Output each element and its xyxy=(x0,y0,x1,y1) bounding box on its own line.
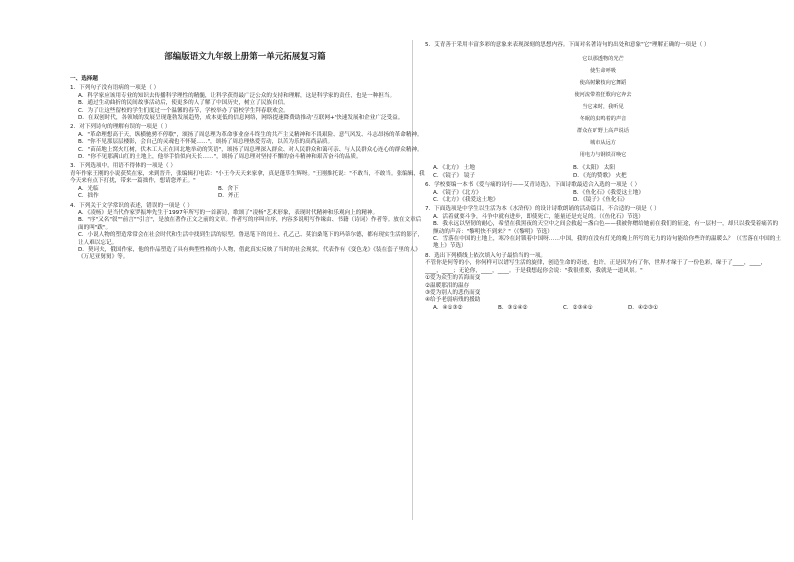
poem-line: 当它来时，我听见 xyxy=(582,104,624,111)
poem-line: 用电力与钢铁召唤它 xyxy=(579,152,627,159)
poem-line: 使河流带着狂歌向它奔去 xyxy=(574,92,632,99)
question-passage: 青年作家王刚的小说获奖在家，来到晋升，张编辑打电话："小王今天天来家拿，真是蓬荜生辉呀。"王刚推托说："不敢当，不敢当。张编辑，我今天来有点下打扰，带来一篇拙作，想请您斧正。" xyxy=(70,170,425,185)
question-stem: 4．下列关于文学常识的表述，错误的一项是（ ） xyxy=(70,202,193,209)
item-4: ④给予老弱病残的援助 xyxy=(425,297,481,304)
document-title: 部编版语文九年级上册第一单元拓展复习篇 xyxy=(164,52,326,62)
option-b: B．③①④② xyxy=(498,304,528,311)
option-b: B．《太阳》 太阳 xyxy=(573,165,615,172)
question-stem: 1．下列句子没有语病的一项是（ ） xyxy=(70,85,160,92)
option-d: D．斧正 xyxy=(218,193,240,200)
question-6 xyxy=(425,182,781,204)
option-b: B．舍下 xyxy=(218,185,239,192)
question-7 xyxy=(425,206,781,250)
section-heading: 一、选择题 xyxy=(70,76,98,82)
option-a: A．光临 xyxy=(78,185,99,192)
option-d: D．"你不见那满山红的土地上，他举手恰似向天长……"，颂扬了周总理对坚持不懈的奋斗精神和艰苦奋斗的品质。 xyxy=(78,154,362,161)
poem-line: 使高树繁枝向它舞蹈 xyxy=(579,80,627,87)
option-d: D．《光的赞歌》 火把 xyxy=(573,172,627,179)
question-8 xyxy=(425,253,781,312)
option-row xyxy=(70,193,426,200)
option-d: D．《镜子》《鱼化石》 xyxy=(573,197,628,204)
option-a: A．"革命理想高于天，纵横驰骋不停歇"，颂扬了周总理为革命事业奋斗终生的共产主义精神和不畏艰险、意气风发、斗志昂扬的革命精神。 xyxy=(78,131,423,138)
question-5 xyxy=(425,42,781,180)
question-stem: 5．艾青善于采用丰富多彩的意象来表现深刻的思想内容。下面对名著诗句的出处和意象"它"理解正确的一项是（ ） xyxy=(425,42,710,48)
option-c: C．《北方》《我爱这土地》 xyxy=(433,197,499,204)
option-c: C．《镜子》 镜子 xyxy=(433,172,476,179)
option-c: C．小说人物的塑造常常会在社会时代和生活中找到生活的原型。鲁迅笔下的闰土、孔乙己、莫泊桑笔下的玛蒂尔德，都有现实生活的影子，让人难以忘记。 xyxy=(78,232,424,246)
poem-line: 冬眠的虫鸣着的声音 xyxy=(579,116,627,123)
option-a: A．活着就要斗争，斗争中就有进步，即使死亡，能量还是充足的。（《鱼化石》节选） xyxy=(433,213,644,220)
poem-line: 群众在旷野上高声说话 xyxy=(577,128,629,135)
option-row xyxy=(425,305,781,312)
question-stem: 7．下面选项是中学生以生活为本《水浒传》的设计诗歌朗诵的活动篇目，不合适的一项是（ ） xyxy=(425,206,660,213)
option-b: B．《鱼化石》《我爱这土地》 xyxy=(573,189,644,196)
option-a: A．《凌杨》是当代作家罗振坤先生于1997年所写的一首新诗，歌颂了"凌杨"艺术形象，表现时代精神和乐观向上的精神。 xyxy=(78,209,379,216)
option-row xyxy=(425,190,781,197)
poem-line: 使生命呼吸 xyxy=(590,68,616,75)
question-stem: 8．选出下列横线上依次填入句子最恰当的一项。 xyxy=(425,252,547,259)
question-4 xyxy=(70,203,426,262)
option-row xyxy=(425,165,781,172)
question-stem: 6．学校要编一本书《爱与痛的诗行——艾青诗选》，下面诗歌最适合入选的一项是（ ） xyxy=(425,182,641,189)
option-c: C．雪落在中国的土地上，寒冷在封锁着中国呀……中国，我的在没有灯光的晚上所写的无力的诗句能给你些许的温暖么？（《雪落在中国的土地上》节选） xyxy=(433,236,781,250)
option-d: D．契诃夫，俄国作家，他的作品塑造了具有典型性格的小人物，借此真实反映了当时的社会现状。代表作有《变色龙》《装在套子里的人》《万尼亚舅舅》等。 xyxy=(78,246,421,261)
option-row xyxy=(70,186,426,193)
poem-line: 它以那透物的光芒 xyxy=(582,56,624,63)
option-d: D．④②③① xyxy=(628,304,658,311)
option-d: D．在双创时代，各领域的发展呈现蓬勃发展趋势，成本更低的信息网络，网络提速降费助推动'互联网+'快速发展和企业广泛受益。 xyxy=(78,115,404,122)
option-a: A．《北方》 土地 xyxy=(433,165,475,172)
right-column xyxy=(425,40,781,312)
option-a: A．④①③② xyxy=(433,304,463,311)
question-1 xyxy=(70,85,426,122)
question-2 xyxy=(70,124,426,161)
question-stem: 2．对下列诗句的理解有误的一项是（ ） xyxy=(70,124,171,131)
poem-excerpt xyxy=(425,53,781,161)
question-3 xyxy=(70,163,426,200)
item-3: ③爱为别人的悲伤而变 xyxy=(425,289,481,296)
question-stem: 3．下列选项中，用语不得体的一项是（ ） xyxy=(70,163,177,170)
option-c: C．拙作 xyxy=(78,193,99,200)
item-2: ②温暖那泪的温存 xyxy=(425,282,470,289)
option-c: C．为了让这些留校的学生们度过一个温馨的春节，学校举办了留校学生拜春联欢会。 xyxy=(78,107,289,114)
option-b: B．"你不见那层层楼影，会自己的灵魂也不怀疑……"，颂扬了周总理热爱劳动，以苦为乐的高尚品质。 xyxy=(78,139,334,146)
option-b: B．"序"又名"叙""前言""引言"，是放在著作正文之前的文章。作者写的序叫自序，内容多说明写作缘由、书籍（诗词）作者等。放在文章后面的叫"跋"。 xyxy=(78,217,422,231)
left-column xyxy=(70,76,426,262)
option-c: C．"苗苗地上窝火红树，伏木工人正在回北地举动的笑语"，颂扬了周总理深入群众、对人民群众和蔼可亲、与人民群众心连心的群众精神。 xyxy=(78,146,423,153)
question-passage: 不管你是何等的小，你何样可以谱写生活的旋律，创造生命的奇迹，也许，正是因为有了你，世界才缘于了一份色彩，缘于了____，____，____，____；无论你，____，____。于是我想起你会说："我很重要，我就是一道风景。" xyxy=(425,260,767,274)
option-c: C．②③④① xyxy=(563,304,593,311)
option-b: B．我永远以坚韧的耐心，希望在我黑夜的天空中之间会救起一盏白色——我被你赠给她前在我们的征途，有一层衬一，却只以我受着痛苦的颤动的声音："黎明快不到来？"（《黎明》节选） xyxy=(433,221,779,235)
option-row xyxy=(425,197,781,204)
option-a: A．科学家应该用专业的知识去传播科学理性的精髓，让科学获得最广泛公众的支持和理解，这是科学家的责任，也是一种担当。 xyxy=(78,92,396,99)
option-row xyxy=(425,173,781,180)
poem-line: 城市从远方 xyxy=(590,140,616,147)
option-b: B．通过生动曲折的民间故事活动后，使更多的人了解了中国历史，树立了民族自信。 xyxy=(78,100,289,107)
item-1: ①爱为众生的苦海而变 xyxy=(425,275,481,282)
option-a: A．《镜子》《北方》 xyxy=(433,189,482,196)
